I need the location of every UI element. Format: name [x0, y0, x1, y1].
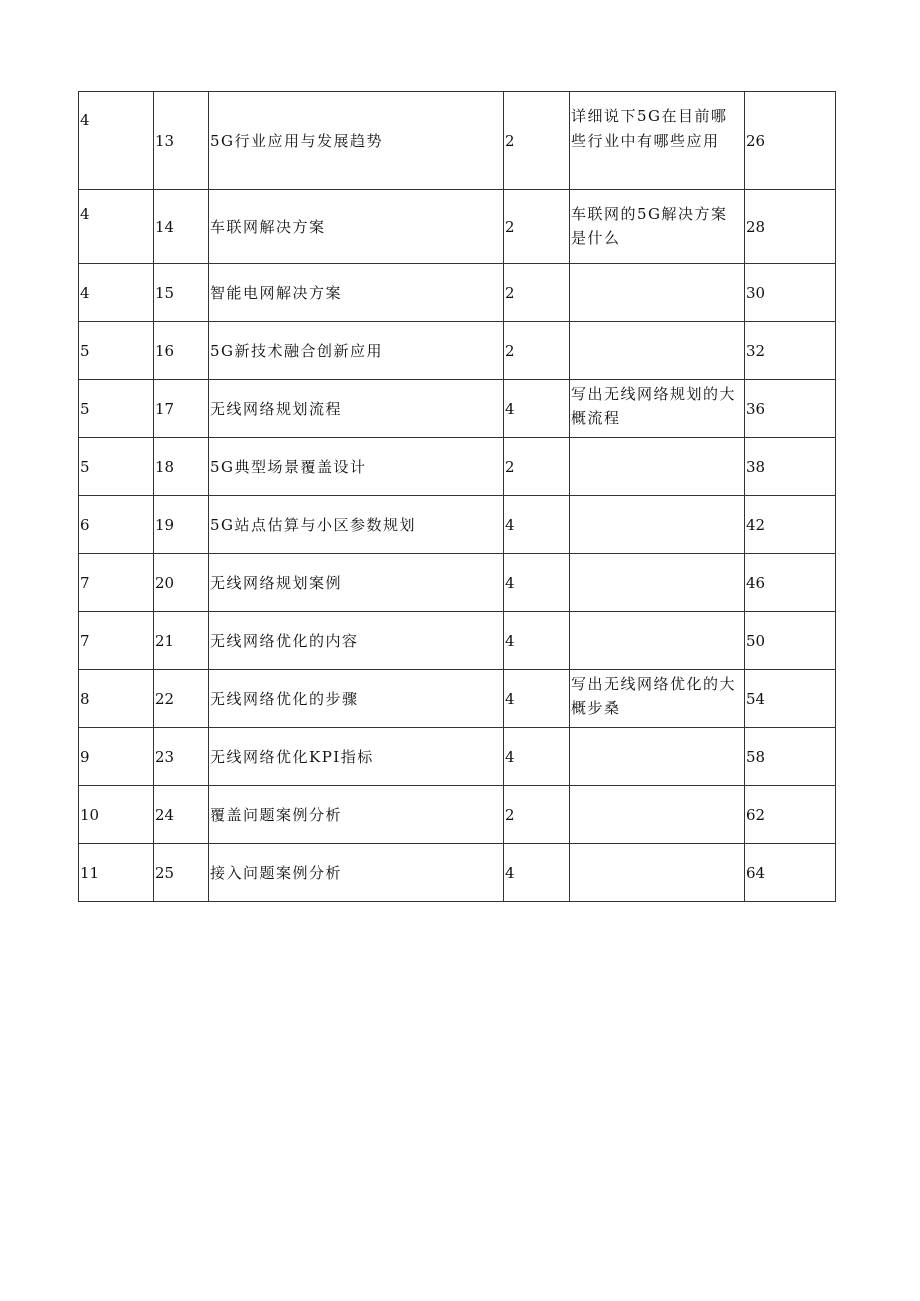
week-cell: 4 — [79, 92, 154, 190]
table-row — [79, 728, 836, 786]
week-cell: 8 — [79, 670, 154, 728]
week-cell: 4 — [79, 190, 154, 264]
course-schedule-table — [78, 91, 836, 902]
page-cell: 36 — [745, 380, 836, 438]
hours-cell: 4 — [504, 670, 570, 728]
table-row — [79, 264, 836, 322]
table-row — [79, 554, 836, 612]
week-cell: 4 — [79, 264, 154, 322]
page-cell: 54 — [745, 670, 836, 728]
page-cell: 46 — [745, 554, 836, 612]
lesson-title-cell: 智能电网解决方案 — [209, 264, 504, 322]
hours-cell: 2 — [504, 786, 570, 844]
table-row — [79, 92, 836, 190]
page-cell: 64 — [745, 844, 836, 902]
lesson-title-cell: 无线网络规划案例 — [209, 554, 504, 612]
lesson-title-cell: 5G典型场景覆盖设计 — [209, 438, 504, 496]
lesson-number-cell: 15 — [154, 264, 209, 322]
lesson-title-cell: 无线网络优化的内容 — [209, 612, 504, 670]
task-cell — [570, 844, 745, 902]
hours-cell: 4 — [504, 380, 570, 438]
task-cell — [570, 612, 745, 670]
task-cell: 车联网的5G解决方案是什么 — [570, 190, 745, 264]
task-cell: 写出无线网络优化的大概步桑 — [570, 670, 745, 728]
lesson-title-cell: 覆盖问题案例分析 — [209, 786, 504, 844]
page-cell: 30 — [745, 264, 836, 322]
hours-cell: 2 — [504, 438, 570, 496]
page-cell: 50 — [745, 612, 836, 670]
lesson-number-cell: 23 — [154, 728, 209, 786]
lesson-number-cell: 20 — [154, 554, 209, 612]
hours-cell: 4 — [504, 496, 570, 554]
page-cell: 62 — [745, 786, 836, 844]
lesson-number-cell: 25 — [154, 844, 209, 902]
week-cell: 6 — [79, 496, 154, 554]
hours-cell: 4 — [504, 612, 570, 670]
week-cell: 5 — [79, 380, 154, 438]
table-row — [79, 322, 836, 380]
lesson-title-cell: 车联网解决方案 — [209, 190, 504, 264]
table-row — [79, 612, 836, 670]
table-row — [79, 190, 836, 264]
table-row — [79, 438, 836, 496]
task-cell — [570, 786, 745, 844]
page-cell: 38 — [745, 438, 836, 496]
task-cell — [570, 322, 745, 380]
table-row — [79, 844, 836, 902]
lesson-number-cell: 24 — [154, 786, 209, 844]
week-cell: 7 — [79, 554, 154, 612]
lesson-title-cell: 无线网络优化的步骤 — [209, 670, 504, 728]
hours-cell: 4 — [504, 554, 570, 612]
lesson-number-cell: 19 — [154, 496, 209, 554]
lesson-number-cell: 13 — [154, 92, 209, 190]
task-cell — [570, 438, 745, 496]
task-cell — [570, 554, 745, 612]
hours-cell: 4 — [504, 728, 570, 786]
lesson-number-cell: 18 — [154, 438, 209, 496]
week-cell: 5 — [79, 322, 154, 380]
table-row — [79, 670, 836, 728]
task-cell — [570, 496, 745, 554]
week-cell: 9 — [79, 728, 154, 786]
page-cell: 26 — [745, 92, 836, 190]
task-cell: 写出无线网络规划的大概流程 — [570, 380, 745, 438]
week-cell: 5 — [79, 438, 154, 496]
lesson-number-cell: 21 — [154, 612, 209, 670]
lesson-number-cell: 22 — [154, 670, 209, 728]
lesson-title-cell: 无线网络规划流程 — [209, 380, 504, 438]
lesson-title-cell: 无线网络优化KPI指标 — [209, 728, 504, 786]
task-cell — [570, 264, 745, 322]
task-cell: 详细说下5G在目前哪些行业中有哪些应用 — [570, 92, 745, 190]
hours-cell: 2 — [504, 322, 570, 380]
lesson-title-cell: 5G站点估算与小区参数规划 — [209, 496, 504, 554]
page-cell: 28 — [745, 190, 836, 264]
table-row — [79, 496, 836, 554]
page-cell: 58 — [745, 728, 836, 786]
hours-cell: 2 — [504, 190, 570, 264]
hours-cell: 2 — [504, 92, 570, 190]
lesson-title-cell: 接入问题案例分析 — [209, 844, 504, 902]
task-cell — [570, 728, 745, 786]
lesson-title-cell: 5G行业应用与发展趋势 — [209, 92, 504, 190]
week-cell: 11 — [79, 844, 154, 902]
hours-cell: 4 — [504, 844, 570, 902]
lesson-title-cell: 5G新技术融合创新应用 — [209, 322, 504, 380]
table-row — [79, 786, 836, 844]
lesson-number-cell: 16 — [154, 322, 209, 380]
lesson-number-cell: 17 — [154, 380, 209, 438]
table-row — [79, 380, 836, 438]
hours-cell: 2 — [504, 264, 570, 322]
page-cell: 32 — [745, 322, 836, 380]
week-cell: 10 — [79, 786, 154, 844]
week-cell: 7 — [79, 612, 154, 670]
page-cell: 42 — [745, 496, 836, 554]
lesson-number-cell: 14 — [154, 190, 209, 264]
